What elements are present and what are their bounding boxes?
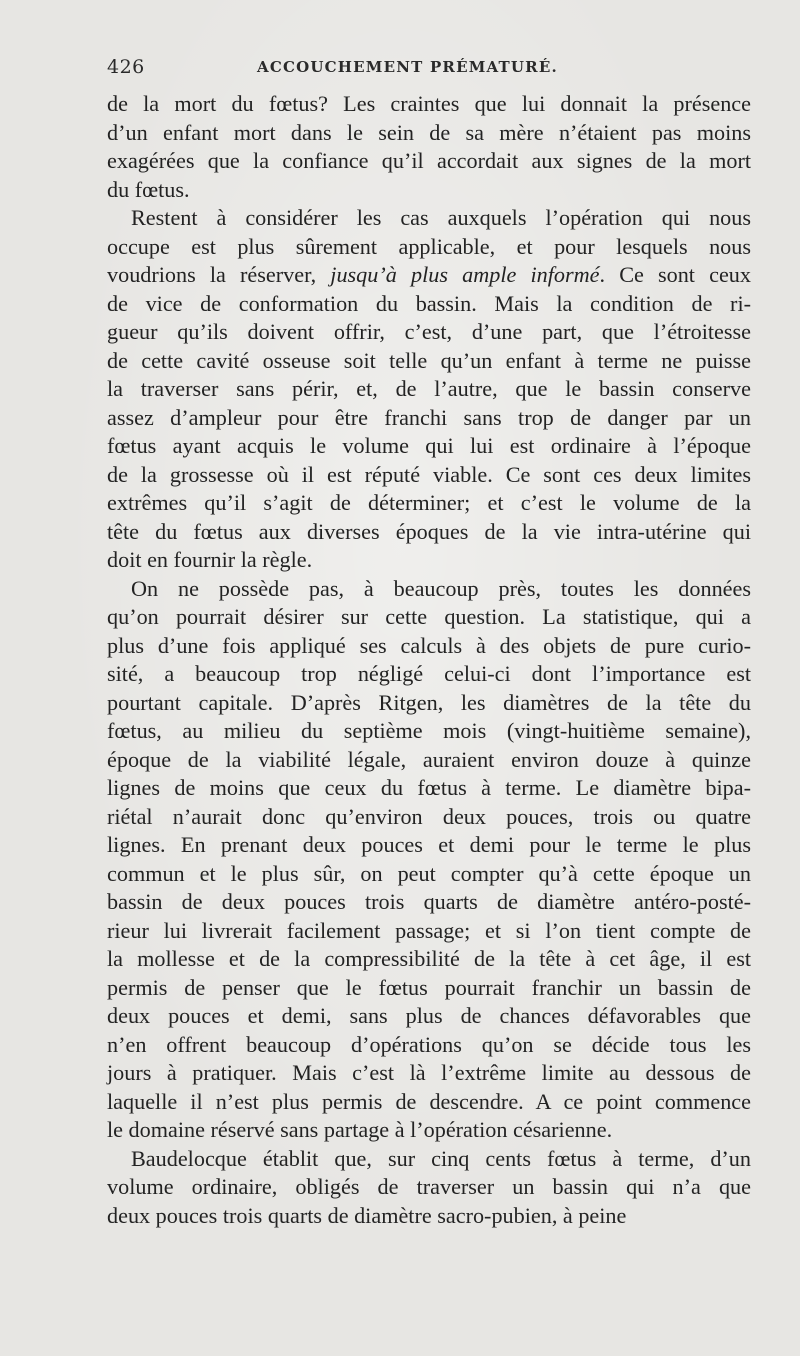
text-line: doit en fournir la règle.: [107, 547, 313, 572]
page-number: 426: [107, 56, 145, 78]
text-line: de vice de conformation du bassin. Mais la condition de ri-: [107, 290, 751, 316]
running-title: ACCOUCHEMENT PRÉMATURÉ.: [257, 58, 558, 76]
text-line: deux pouces et demi, sans plus de chances défavorables que: [107, 1003, 751, 1028]
text-line: On ne possède pas, à beaucoup près, toutes les données: [131, 575, 751, 601]
text-line: plus d’une fois appliqué ses calculs à des objets de pure curio-: [107, 632, 751, 658]
paragraph: [107, 90, 751, 204]
text-line: époque de la viabilité légale, auraient environ douze à quinze: [107, 746, 751, 772]
text-line: la traverser sans périr, et, de l’autre, que le bassin conserve: [107, 376, 751, 401]
text-segment: voudrions la réserver,: [107, 262, 331, 287]
text-line: [107, 261, 751, 290]
text-line: d’un enfant mort dans le sein de sa mère n’étaient pas moins: [107, 119, 751, 145]
text-line: exagérées que la confiance qu’il accordait aux signes de la mort: [107, 148, 751, 173]
text-line: Restent à considérer les cas auxquels l’opération qui nous: [131, 205, 751, 230]
page-header: [107, 52, 747, 86]
text-line: le domaine réservé sans partage à l’opération césarienne.: [107, 1117, 613, 1142]
text-line: n’en offrent beaucoup d’opérations qu’on se décide tous les: [107, 1031, 751, 1057]
text-line: volume ordinaire, obligés de traverser un bassin qui n’a que: [107, 1174, 751, 1199]
text-line: rieur lui livrerait facilement passage; et si l’on tient compte de: [107, 917, 751, 943]
paragraph: [107, 575, 751, 1145]
text-line: occupe est plus sûrement applicable, et pour lesquels nous: [107, 233, 751, 259]
text-line: qu’on pourrait désirer sur cette question. La statistique, qui a: [107, 604, 751, 629]
text-line: assez d’ampleur pour être franchi sans trop de danger par un: [107, 404, 751, 430]
text-line: jours à pratiquer. Mais c’est là l’extrême limite au dessous de: [107, 1060, 751, 1085]
text-line: de la mort du fœtus? Les craintes que lui donnait la présence: [107, 91, 751, 116]
text-line: lignes. En prenant deux pouces et demi pour le terme le plus: [107, 832, 751, 857]
paragraph: [107, 204, 751, 575]
text-line: extrêmes qu’il s’agit de déterminer; et c’est le volume de la: [107, 490, 751, 515]
text-line: de la grossesse où il est réputé viable. Ce sont ces deux limites: [107, 461, 751, 487]
text-line: bassin de deux pouces trois quarts de diamètre antéro-posté-: [107, 889, 751, 914]
text-line: laquelle il n’est plus permis de descendre. A ce point commence: [107, 1088, 751, 1114]
text-line: lignes de moins que ceux du fœtus à terme. Le diamètre bipa-: [107, 775, 751, 800]
text-line: pourtant capitale. D’après Ritgen, les diamètres de la tête du: [107, 689, 751, 715]
text-line: gueur qu’ils doivent offrir, c’est, d’une part, que l’étroitesse: [107, 319, 751, 344]
text-segment: . Ce sont ceux: [599, 262, 751, 287]
italic-text: jusqu’à plus ample informé: [330, 262, 600, 287]
text-line: riétal n’aurait donc qu’environ deux pouces, trois ou quatre: [107, 803, 751, 829]
text-line: sité, a beaucoup trop négligé celui-ci dont l’importance est: [107, 661, 751, 686]
text-line: commun et le plus sûr, on peut compter qu’à cette époque un: [107, 860, 751, 886]
text-line: permis de penser que le fœtus pourrait franchir un bassin de: [107, 974, 751, 1000]
text-line: la mollesse et de la compressibilité de la tête à cet âge, il est: [107, 946, 751, 971]
text-line: de cette cavité osseuse soit telle qu’un enfant à terme ne puisse: [107, 347, 751, 373]
text-line: fœtus, au milieu du septième mois (vingt-huitième semaine),: [107, 718, 751, 743]
text-line: Baudelocque établit que, sur cinq cents fœtus à terme, d’un: [131, 1145, 751, 1171]
text-line: tête du fœtus aux diverses époques de la vie intra-utérine qui: [107, 518, 751, 544]
text-line: du fœtus.: [107, 176, 190, 202]
text-line: fœtus ayant acquis le volume qui lui est ordinaire à l’époque: [107, 433, 751, 458]
paragraph: [107, 1145, 751, 1231]
text-line: deux pouces trois quarts de diamètre sacro-pubien, à peine: [107, 1202, 627, 1228]
body-text: [107, 90, 751, 1230]
